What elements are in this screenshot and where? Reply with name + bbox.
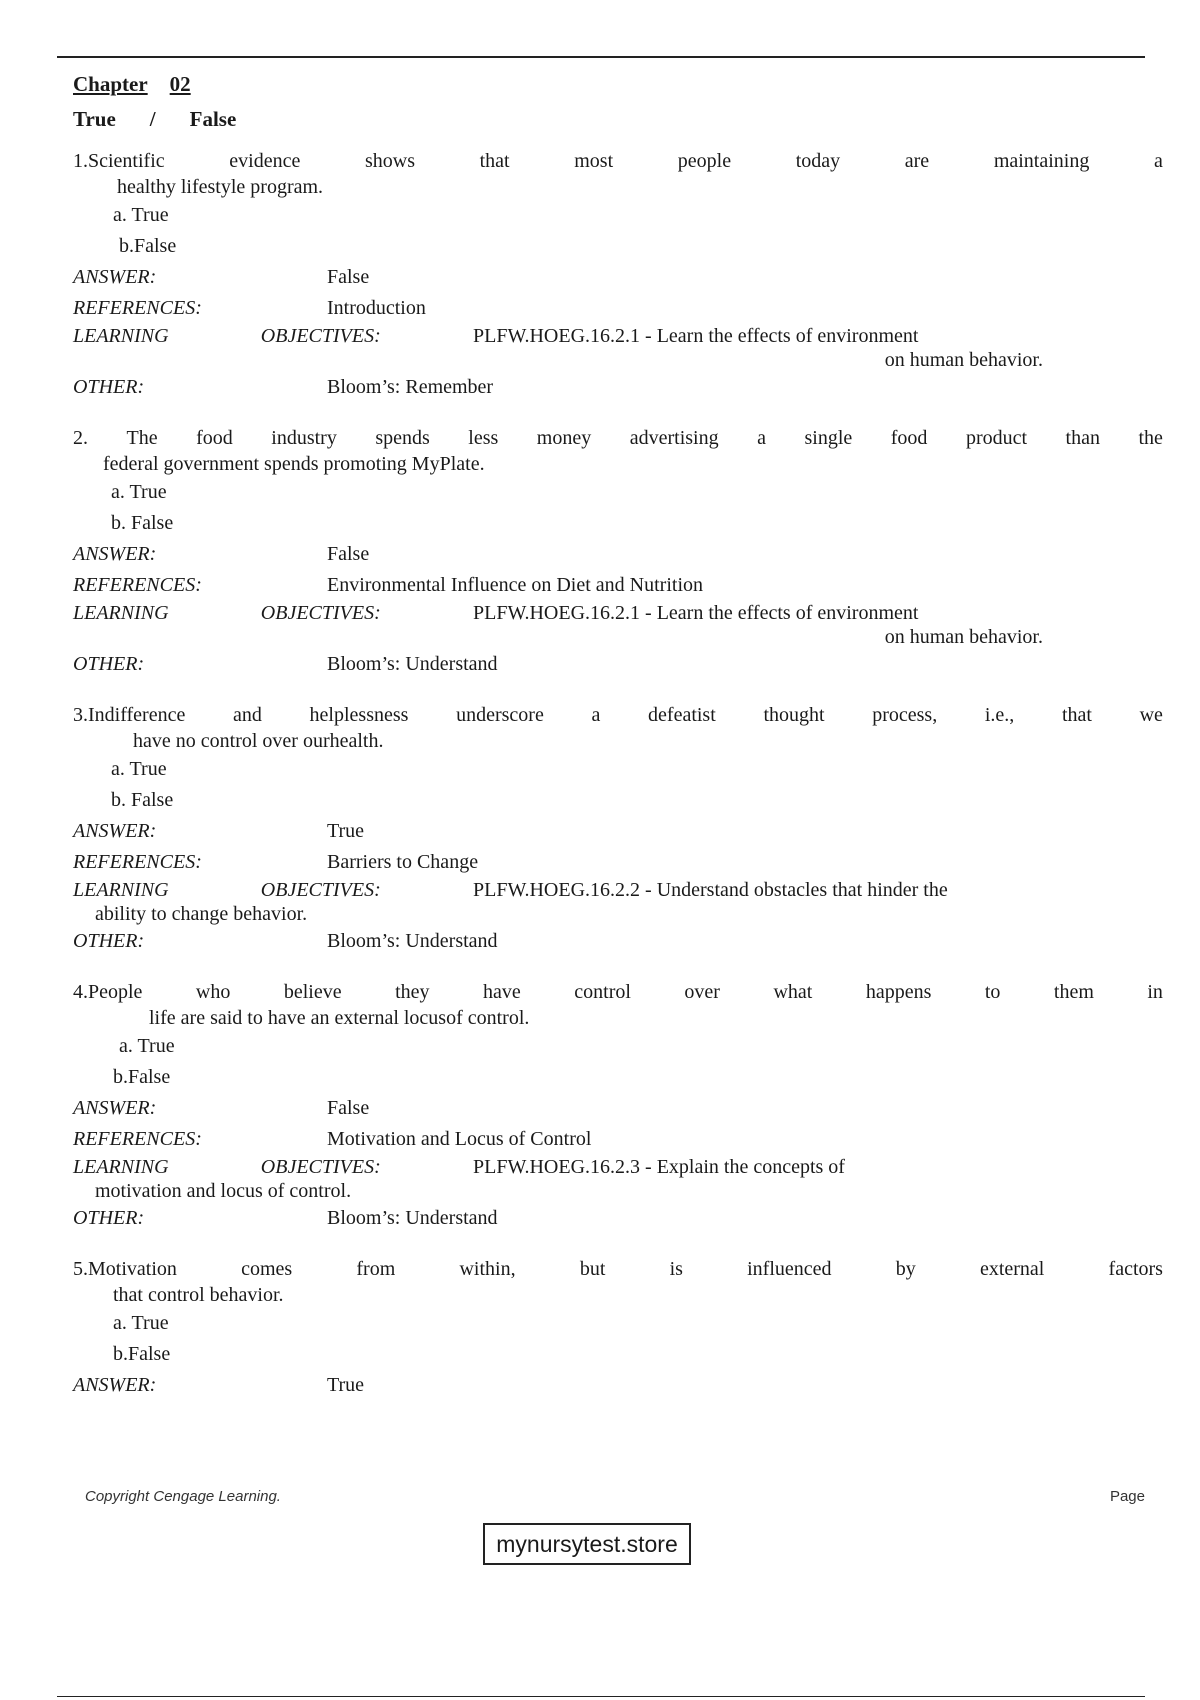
other-label: OTHER: xyxy=(73,653,145,675)
option-b: b.False xyxy=(119,235,177,257)
question-block xyxy=(73,425,1163,680)
answer-value: False xyxy=(327,1097,370,1119)
answer-row xyxy=(73,1370,1163,1401)
watermark-stamp: mynursytest.store xyxy=(483,1523,691,1565)
references-label: REFERENCES: xyxy=(73,851,202,873)
references-label: REFERENCES: xyxy=(73,574,202,596)
page-label: Page xyxy=(1109,1488,1145,1505)
question-word: who xyxy=(195,981,231,1003)
page-footer xyxy=(85,1488,1145,1505)
answer-row xyxy=(73,262,1163,293)
question-word: to xyxy=(984,981,1001,1003)
question-text-line1 xyxy=(73,1256,1163,1282)
question-word: food xyxy=(890,427,928,449)
question-list xyxy=(73,148,1163,1401)
question-text-line2: healthy lifestyle program. xyxy=(117,176,324,198)
option-a: a. True xyxy=(113,204,169,226)
question-text-line1 xyxy=(73,148,1163,174)
objective-line2: on human behavior. xyxy=(884,626,1043,648)
answer-value: False xyxy=(327,266,370,288)
section-false: False xyxy=(189,107,237,131)
option-b: b.False xyxy=(113,1343,171,1365)
objectives-row xyxy=(73,878,1163,902)
question-word: people xyxy=(677,150,732,172)
question-word: within, xyxy=(459,1258,516,1280)
question-block xyxy=(73,979,1163,1234)
objectives-row xyxy=(73,324,1163,348)
question-word: shows xyxy=(364,150,415,172)
other-label: OTHER: xyxy=(73,1207,145,1229)
question-text-line2: have no control over ourhealth. xyxy=(133,730,384,752)
question-word: believe xyxy=(283,981,342,1003)
answer-row xyxy=(73,816,1163,847)
other-row xyxy=(73,1203,1163,1234)
other-row xyxy=(73,926,1163,957)
question-text-line1 xyxy=(73,979,1163,1005)
answer-row xyxy=(73,539,1163,570)
question-word: single xyxy=(804,427,853,449)
question-word: are xyxy=(904,150,930,172)
question-word: but xyxy=(579,1258,606,1280)
other-value: Bloom’s: Understand xyxy=(327,930,498,952)
question-word: money xyxy=(536,427,592,449)
question-block xyxy=(73,1256,1163,1401)
question-word: what xyxy=(773,981,813,1003)
answer-label: ANSWER: xyxy=(73,820,157,842)
question-word: product xyxy=(965,427,1028,449)
objective-line2: on human behavior. xyxy=(884,349,1043,371)
question-word: maintaining xyxy=(993,150,1090,172)
learning-label: LEARNING xyxy=(73,602,169,624)
references-row xyxy=(73,847,1163,878)
question-word: they xyxy=(395,981,430,1003)
question-word: 3.Indifference xyxy=(73,704,186,726)
question-word: industry xyxy=(271,427,337,449)
other-row xyxy=(73,372,1163,403)
question-word: is xyxy=(669,1258,683,1280)
option-b: b. False xyxy=(111,789,174,811)
references-value: Motivation and Locus of Control xyxy=(327,1128,592,1150)
references-label: REFERENCES: xyxy=(73,1128,202,1150)
other-value: Bloom’s: Understand xyxy=(327,1207,498,1229)
question-text-line2: federal government spends promoting MyPlate. xyxy=(103,453,485,475)
chapter-heading xyxy=(73,72,1163,97)
question-word: that xyxy=(479,150,510,172)
objective-line1: PLFW.HOEG.16.2.3 - Explain the concepts of xyxy=(472,1156,845,1178)
section-separator: / xyxy=(149,107,156,131)
question-word: have xyxy=(483,981,521,1003)
question-block xyxy=(73,148,1163,403)
question-word: helplessness xyxy=(309,704,409,726)
question-word: from xyxy=(356,1258,396,1280)
references-row xyxy=(73,1124,1163,1155)
answer-value: True xyxy=(327,1374,365,1396)
question-word: external xyxy=(979,1258,1045,1280)
objectives-row xyxy=(73,601,1163,625)
objective-line2: ability to change behavior. xyxy=(95,903,308,925)
question-text-line2: that control behavior. xyxy=(113,1284,284,1306)
other-label: OTHER: xyxy=(73,376,145,398)
option-b: b. False xyxy=(111,512,174,534)
question-word: most xyxy=(574,150,614,172)
question-word: that xyxy=(1061,704,1092,726)
question-text-line2: life are said to have an external locusof control. xyxy=(149,1007,530,1029)
learning-label: LEARNING xyxy=(73,325,169,347)
question-word: factors xyxy=(1108,1258,1163,1280)
references-value: Introduction xyxy=(327,297,426,319)
answer-value: True xyxy=(327,820,365,842)
copyright-text: Copyright Cengage Learning. xyxy=(85,1488,281,1505)
other-value: Bloom’s: Remember xyxy=(327,376,494,398)
other-value: Bloom’s: Understand xyxy=(327,653,498,675)
question-word: than xyxy=(1065,427,1100,449)
question-word: control xyxy=(574,981,631,1003)
question-word: them xyxy=(1053,981,1094,1003)
question-word: comes xyxy=(241,1258,293,1280)
question-word: the xyxy=(1138,427,1163,449)
objective-line1: PLFW.HOEG.16.2.1 - Learn the effects of environment xyxy=(472,325,919,347)
references-value: Barriers to Change xyxy=(327,851,479,873)
question-word: 5.Motivation xyxy=(73,1258,177,1280)
question-word: advertising xyxy=(629,427,719,449)
option-a: a. True xyxy=(119,1035,175,1057)
answer-label: ANSWER: xyxy=(73,1097,157,1119)
objectives-label: OBJECTIVES: xyxy=(260,879,381,901)
section-heading xyxy=(73,107,1163,132)
learning-label: LEARNING xyxy=(73,1156,169,1178)
question-word: The xyxy=(126,427,158,449)
answer-row xyxy=(73,1093,1163,1124)
question-word: today xyxy=(795,150,841,172)
answer-label: ANSWER: xyxy=(73,543,157,565)
question-word: i.e., xyxy=(984,704,1015,726)
question-text-line1 xyxy=(73,425,1163,451)
question-word: 4.People xyxy=(73,981,143,1003)
question-word: over xyxy=(684,981,720,1003)
objectives-label: OBJECTIVES: xyxy=(260,1156,381,1178)
question-text-line1 xyxy=(73,702,1163,728)
references-row xyxy=(73,293,1163,324)
question-word: and xyxy=(233,704,262,726)
question-word: by xyxy=(895,1258,916,1280)
option-b: b.False xyxy=(113,1066,171,1088)
question-word: happens xyxy=(865,981,932,1003)
references-value: Environmental Influence on Diet and Nutrition xyxy=(327,574,704,596)
references-row xyxy=(73,570,1163,601)
bottom-rule xyxy=(57,1696,1145,1697)
question-word: we xyxy=(1139,704,1163,726)
objective-line1: PLFW.HOEG.16.2.2 - Understand obstacles that hinder the xyxy=(472,879,948,901)
answer-value: False xyxy=(327,543,370,565)
objective-line1: PLFW.HOEG.16.2.1 - Learn the effects of environment xyxy=(472,602,919,624)
question-word: underscore xyxy=(456,704,544,726)
answer-label: ANSWER: xyxy=(73,266,157,288)
question-word: evidence xyxy=(229,150,301,172)
question-word: in xyxy=(1147,981,1163,1003)
option-a: a. True xyxy=(111,481,167,503)
question-word: a xyxy=(591,704,601,726)
question-word: a xyxy=(757,427,766,449)
question-word: defeatist xyxy=(648,704,716,726)
objectives-label: OBJECTIVES: xyxy=(260,325,381,347)
question-word: 1.Scientific xyxy=(73,150,165,172)
question-word: thought xyxy=(763,704,825,726)
question-word: spends xyxy=(375,427,430,449)
question-word: a xyxy=(1153,150,1163,172)
objective-line2: motivation and locus of control. xyxy=(95,1180,352,1202)
question-word: less xyxy=(468,427,499,449)
option-a: a. True xyxy=(113,1312,169,1334)
learning-label: LEARNING xyxy=(73,879,169,901)
objectives-label: OBJECTIVES: xyxy=(260,602,381,624)
chapter-label: Chapter xyxy=(73,72,148,96)
answer-label: ANSWER: xyxy=(73,1374,157,1396)
chapter-number: 02 xyxy=(169,72,191,96)
question-word: 2. xyxy=(73,427,88,449)
page-content xyxy=(73,72,1163,1423)
other-row xyxy=(73,649,1163,680)
question-word: influenced xyxy=(747,1258,832,1280)
other-label: OTHER: xyxy=(73,930,145,952)
option-a: a. True xyxy=(111,758,167,780)
question-word: process, xyxy=(872,704,938,726)
question-block xyxy=(73,702,1163,957)
section-true: True xyxy=(73,107,116,131)
top-rule xyxy=(57,56,1145,58)
references-label: REFERENCES: xyxy=(73,297,202,319)
objectives-row xyxy=(73,1155,1163,1179)
question-word: food xyxy=(196,427,233,449)
